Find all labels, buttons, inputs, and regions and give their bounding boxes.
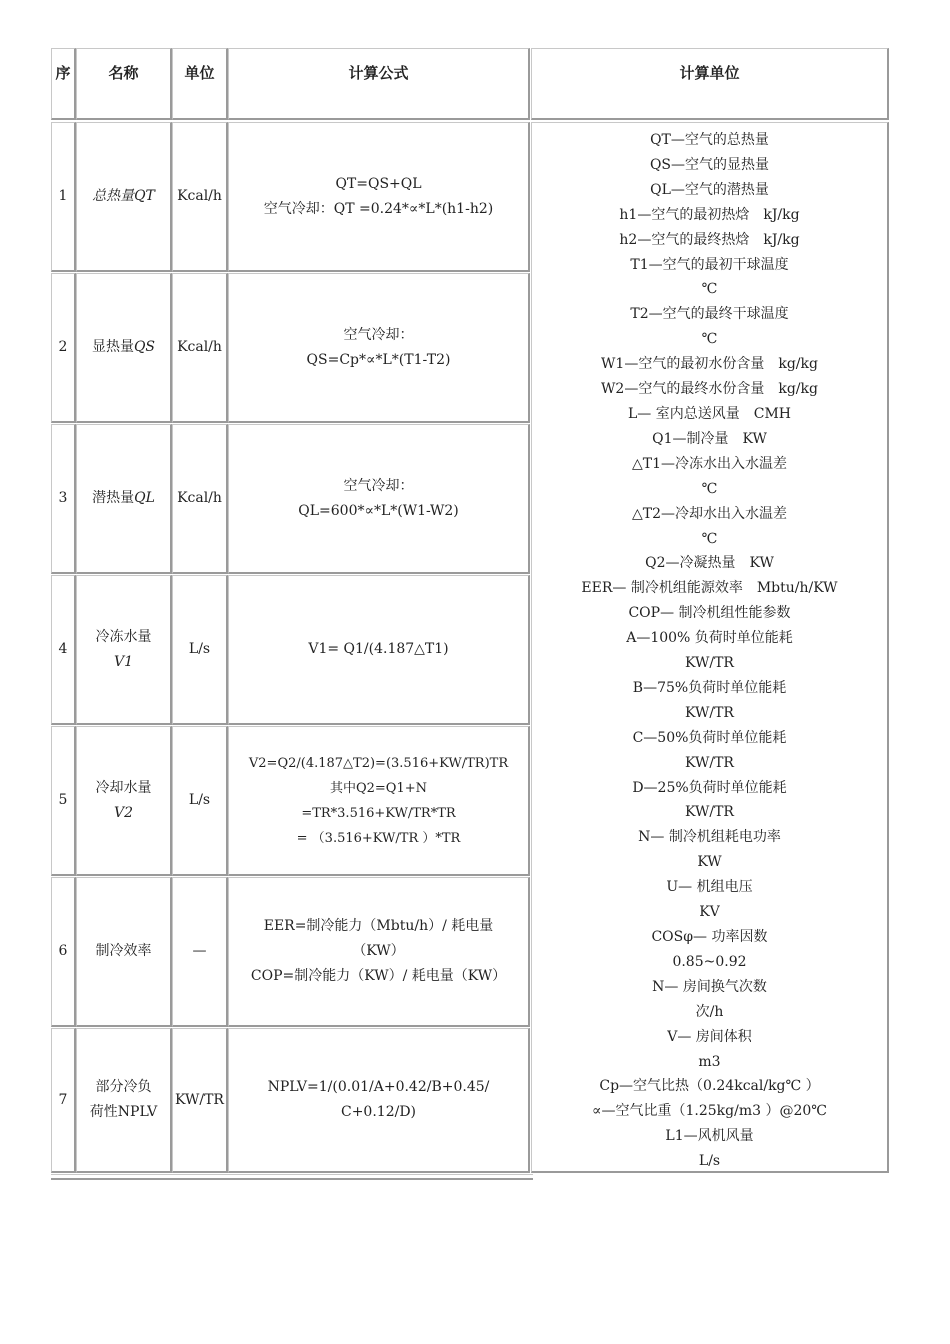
row-4-name-text: 冷冻水量 — [95, 628, 152, 645]
row-2-seq: 2 — [51, 273, 76, 423]
row-6-formula-line: COP=制冷能力（KW）/ 耗电量（KW） — [250, 968, 507, 984]
calc-unit-line: ∝—空气比重（1.25kg/m3 ）@20℃ — [592, 1103, 827, 1120]
row-7-name-text: 荷性NPLV — [89, 1104, 158, 1120]
row-2-name-symbol: QS — [133, 339, 156, 355]
row-4-name — [76, 575, 172, 725]
calc-unit-line: Cp—空气比热（0.24kcal/kg℃ ） — [599, 1078, 820, 1095]
row-5-formula-line: = （3.516+KW/TR ）*TR — [296, 830, 461, 846]
row-4-formula-line: V1= Q1/(4.187△T1) — [308, 641, 449, 657]
calc-unit-line: m3 — [698, 1053, 721, 1070]
row-1-name-text: 总热量QT — [92, 188, 155, 204]
row-6-formula-line: EER=制冷能力（Mbtu/h）/ 耗电量 — [263, 918, 494, 934]
row-3-name — [76, 424, 172, 574]
row-5-name — [76, 726, 172, 876]
calc-unit-line: △T1—冷冻水出入水温差 — [631, 455, 787, 472]
row-3-name-symbol: QL — [134, 490, 155, 506]
row-2-name — [76, 273, 172, 423]
calc-unit-line: KW — [697, 854, 722, 871]
calc-unit-line: QS—空气的显热量 — [649, 156, 770, 173]
calc-unit-line: h1—空气的最初热焓 kJ/kg — [619, 206, 800, 223]
row-2-unit: Kcal/h — [172, 273, 228, 423]
calc-unit-line: KV — [699, 904, 720, 921]
row-7-formula — [228, 1028, 530, 1173]
row-6-formula — [228, 877, 530, 1027]
calc-unit-line: N— 制冷机组耗电功率 — [638, 829, 781, 846]
row-5-name-text: 冷却水量 — [95, 779, 152, 796]
calc-unit-line: U— 机组电压 — [666, 879, 753, 896]
calc-unit-line: D—25%负荷时单位能耗 — [632, 779, 787, 796]
calc-unit-line: W1—空气的最初水份含量 kg/kg — [601, 356, 818, 373]
row-1-name — [76, 122, 172, 272]
calc-unit-line: Q1—制冷量 KW — [652, 430, 767, 447]
calc-unit-line: V— 房间体积 — [667, 1028, 752, 1045]
row-2-name-text: 显热量 — [91, 339, 134, 355]
header-unit: 单位 — [172, 48, 228, 120]
row-7-seq: 7 — [51, 1028, 76, 1173]
row-3-formula-line: 空气冷却： — [343, 477, 414, 494]
row-1-unit: Kcal/h — [172, 122, 228, 272]
row-7-name — [76, 1028, 172, 1173]
row-5-formula — [228, 726, 530, 876]
row-5-formula-line: 其中Q2=Q1+N — [329, 780, 428, 796]
row-7-name-text: 部分冷负 — [95, 1079, 152, 1095]
row-2-formula-line: QS=Cp*∝*L*(T1-T2) — [306, 351, 451, 368]
calc-unit-line: QT—空气的总热量 — [650, 132, 769, 148]
row-7-unit: KW/TR — [172, 1028, 228, 1173]
row-3-formula-line: QL=600*∝*L*(W1-W2) — [298, 502, 459, 519]
header-seq: 序 — [51, 48, 76, 120]
row-5-formula-line: V2=Q2/(4.187△T2)=(3.516+KW/TR)TR — [248, 755, 509, 771]
calc-unit-line: ℃ — [701, 530, 718, 547]
calc-unit-line: W2—空气的最终水份含量 kg/kg — [601, 381, 818, 398]
row-5-unit: L/s — [172, 726, 228, 876]
calc-unit-line: ℃ — [701, 281, 718, 298]
calc-unit-line: KW/TR — [685, 804, 734, 821]
row-3-formula — [228, 424, 530, 574]
row-5-seq: 5 — [51, 726, 76, 876]
row-6-formula-line: （KW） — [352, 943, 405, 959]
row-4-name-symbol: V1 — [113, 653, 134, 670]
calc-unit-line: C—50%负荷时单位能耗 — [632, 729, 787, 746]
calc-unit-line: QL—空气的潜热量 — [650, 181, 769, 198]
row-3-name-text: 潜热量 — [92, 490, 135, 506]
calc-unit-line: KW/TR — [685, 754, 734, 771]
table-bottom-border — [51, 1174, 533, 1180]
row-4-formula — [228, 575, 530, 725]
row-6-name — [76, 877, 172, 1027]
calc-unit-line: 次/h — [695, 1003, 724, 1020]
header-formula: 计算公式 — [228, 48, 530, 120]
calc-unit-line: h2—空气的最终热焓 kJ/kg — [619, 231, 800, 248]
calc-unit-line: T1—空气的最初干球温度 — [630, 256, 789, 273]
calc-unit-line: △T2—冷却水出入水温差 — [631, 505, 787, 522]
calc-unit-line: N— 房间换气次数 — [652, 978, 767, 995]
calc-unit-line: COSφ— 功率因数 — [651, 929, 768, 945]
header-name: 名称 — [76, 48, 172, 120]
calc-unit-line: L— 室内总送风量 CMH — [627, 405, 791, 422]
row-1-formula-line: 空气冷却：QT =0.24*∝*L*(h1-h2) — [263, 200, 494, 217]
row-3-seq: 3 — [51, 424, 76, 574]
calc-unit-line: KW/TR — [685, 704, 734, 721]
row-6-seq: 6 — [51, 877, 76, 1027]
calc-unit-line: T2—空气的最终干球温度 — [630, 306, 789, 323]
row-1-formula — [228, 122, 530, 272]
row-6-name-text: 制冷效率 — [95, 943, 152, 959]
header-calc-unit: 计算单位 — [531, 48, 889, 120]
calc-unit-line: L1—风机风量 — [665, 1128, 754, 1145]
calc-unit-list — [531, 122, 889, 1173]
calc-unit-line: 0.85~0.92 — [672, 953, 747, 970]
calc-unit-line: Q2—冷凝热量 KW — [645, 555, 774, 572]
calc-unit-line: KW/TR — [685, 655, 734, 672]
row-7-formula-line: NPLV=1/(0.01/A+0.42/B+0.45/ — [267, 1079, 490, 1095]
calc-unit-line: ℃ — [701, 480, 718, 497]
row-5-name-symbol: V2 — [113, 804, 134, 821]
row-6-unit: — — [172, 877, 228, 1027]
row-1-formula-line: QT=QS+QL — [335, 175, 422, 192]
row-2-formula-line: 空气冷却： — [343, 326, 414, 343]
calc-unit-line: L/s — [698, 1153, 721, 1170]
row-7-formula-line: C+0.12/D) — [340, 1104, 417, 1120]
row-1-seq: 1 — [51, 122, 76, 272]
row-4-unit: L/s — [172, 575, 228, 725]
calc-unit-line: EER— 制冷机组能源效率 Mbtu/h/KW — [581, 580, 838, 597]
row-5-formula-line: =TR*3.516+KW/TR*TR — [301, 805, 456, 821]
row-4-seq: 4 — [51, 575, 76, 725]
calc-unit-line: B—75%负荷时单位能耗 — [632, 679, 787, 696]
calc-unit-line: A—100% 负荷时单位能耗 — [626, 630, 793, 647]
calc-unit-line: COP— 制冷机组性能参数 — [628, 605, 791, 622]
row-2-formula — [228, 273, 530, 423]
calc-unit-line: ℃ — [701, 331, 718, 348]
row-3-unit: Kcal/h — [172, 424, 228, 574]
